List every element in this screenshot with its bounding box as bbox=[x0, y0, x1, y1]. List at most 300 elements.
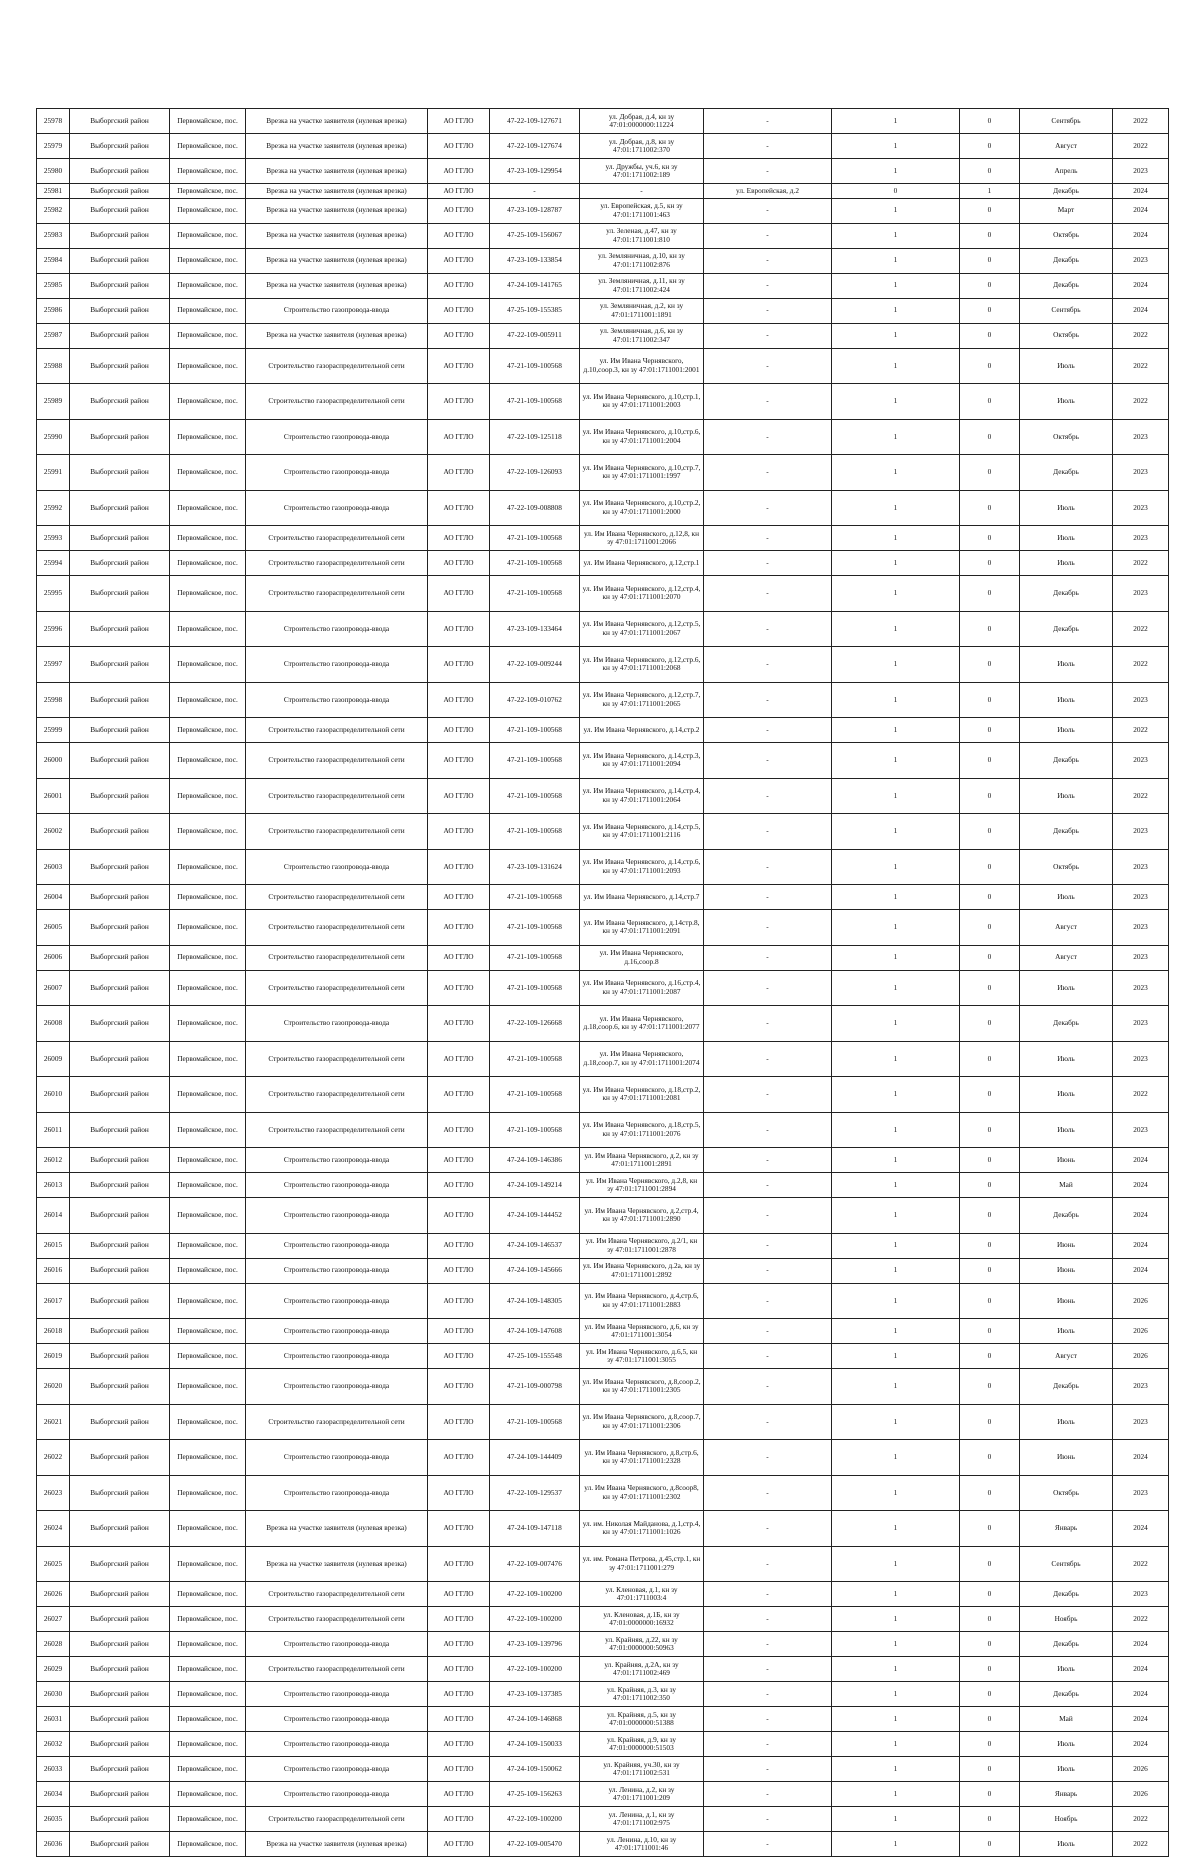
count-2-cell: 0 bbox=[960, 1233, 1020, 1258]
application-code-cell: 47-22-109-100200 bbox=[490, 1657, 580, 1682]
row-number: 26000 bbox=[37, 743, 70, 779]
table-row bbox=[37, 647, 1169, 683]
count-1-cell: 1 bbox=[832, 298, 960, 323]
application-code-cell: 47-21-109-100568 bbox=[490, 551, 580, 576]
address-cell: ул. Им Ивана Чернявского, д.18,соор.6, кн зу 47:01:1711001:2077 bbox=[580, 1006, 704, 1042]
organization-cell: АО ГГЛО bbox=[428, 419, 490, 455]
district-cell: Выборгский район bbox=[70, 1283, 170, 1319]
application-code-cell: 47-22-109-127674 bbox=[490, 134, 580, 159]
district-cell: Выборгский район bbox=[70, 1757, 170, 1782]
year-cell: 2024 bbox=[1113, 1258, 1169, 1283]
address-cell: ул. Им Ивана Чернявского, д.16,соор.8 bbox=[580, 945, 704, 970]
locality-cell: Первомайское, пос. bbox=[170, 298, 246, 323]
row-number: 26020 bbox=[37, 1369, 70, 1405]
address-cell: ул. Им Ивана Чернявского, д.18,стр.2, кн зу 47:01:1711001:2081 bbox=[580, 1077, 704, 1113]
count-2-cell: 0 bbox=[960, 1283, 1020, 1319]
organization-cell: АО ГГЛО bbox=[428, 1757, 490, 1782]
address-cell: ул. им. Романа Петрова, д.45,стр.1, кн зу 47:01:1711001:279 bbox=[580, 1546, 704, 1582]
locality-cell: Первомайское, пос. bbox=[170, 1344, 246, 1369]
address-cell: ул. Им Ивана Чернявского, д.14,стр.3, кн зу 47:01:1711001:2094 bbox=[580, 743, 704, 779]
month-cell: Июль bbox=[1020, 490, 1113, 526]
count-1-cell: 1 bbox=[832, 1582, 960, 1607]
table-row bbox=[37, 1657, 1169, 1682]
organization-cell: АО ГГЛО bbox=[428, 384, 490, 420]
count-2-cell: 0 bbox=[960, 1041, 1020, 1077]
year-cell: 2023 bbox=[1113, 814, 1169, 850]
row-number: 26029 bbox=[37, 1657, 70, 1682]
table-row bbox=[37, 348, 1169, 384]
count-2-cell: 0 bbox=[960, 384, 1020, 420]
count-1-cell: 1 bbox=[832, 1344, 960, 1369]
locality-cell: Первомайское, пос. bbox=[170, 1148, 246, 1173]
work-type-cell: Строительство газораспределительной сети bbox=[246, 970, 428, 1006]
month-cell: Июнь bbox=[1020, 1283, 1113, 1319]
alt-address-cell: - bbox=[704, 526, 832, 551]
application-code-cell: 47-21-109-000798 bbox=[490, 1369, 580, 1405]
year-cell: 2026 bbox=[1113, 1757, 1169, 1782]
row-number: 26009 bbox=[37, 1041, 70, 1077]
month-cell: Июль bbox=[1020, 526, 1113, 551]
work-type-cell: Врезка на участке заявителя (нулевая врезка) bbox=[246, 273, 428, 298]
organization-cell: АО ГГЛО bbox=[428, 1511, 490, 1547]
count-1-cell: 1 bbox=[832, 910, 960, 946]
alt-address-cell: - bbox=[704, 1732, 832, 1757]
district-cell: Выборгский район bbox=[70, 647, 170, 683]
organization-cell: АО ГГЛО bbox=[428, 455, 490, 491]
month-cell: Июль bbox=[1020, 1404, 1113, 1440]
work-type-cell: Врезка на участке заявителя (нулевая врезка) bbox=[246, 134, 428, 159]
work-type-cell: Строительство газопровода-ввода bbox=[246, 1782, 428, 1807]
work-type-cell: Врезка на участке заявителя (нулевая врезка) bbox=[246, 198, 428, 223]
year-cell: 2024 bbox=[1113, 1440, 1169, 1476]
application-code-cell: 47-25-109-155548 bbox=[490, 1344, 580, 1369]
address-cell: ул. Им Ивана Чернявского, д.12,стр.7, кн зу 47:01:1711001:2065 bbox=[580, 682, 704, 718]
year-cell: 2024 bbox=[1113, 298, 1169, 323]
year-cell: 2024 bbox=[1113, 223, 1169, 248]
work-type-cell: Строительство газопровода-ввода bbox=[246, 1258, 428, 1283]
count-2-cell: 0 bbox=[960, 682, 1020, 718]
work-type-cell: Строительство газораспределительной сети bbox=[246, 743, 428, 779]
work-type-cell: Врезка на участке заявителя (нулевая врезка) bbox=[246, 248, 428, 273]
locality-cell: Первомайское, пос. bbox=[170, 273, 246, 298]
count-1-cell: 0 bbox=[832, 184, 960, 199]
count-1-cell: 1 bbox=[832, 576, 960, 612]
row-number: 26014 bbox=[37, 1198, 70, 1234]
application-code-cell: 47-21-109-100568 bbox=[490, 348, 580, 384]
organization-cell: АО ГГЛО bbox=[428, 1077, 490, 1113]
table-body bbox=[37, 109, 1169, 1857]
count-2-cell: 0 bbox=[960, 526, 1020, 551]
year-cell: 2024 bbox=[1113, 1707, 1169, 1732]
work-type-cell: Строительство газопровода-ввода bbox=[246, 1198, 428, 1234]
row-number: 26006 bbox=[37, 945, 70, 970]
row-number: 26023 bbox=[37, 1475, 70, 1511]
application-code-cell: 47-24-109-149214 bbox=[490, 1173, 580, 1198]
count-2-cell: 0 bbox=[960, 885, 1020, 910]
count-1-cell: 1 bbox=[832, 526, 960, 551]
organization-cell: АО ГГЛО bbox=[428, 526, 490, 551]
month-cell: Декабрь bbox=[1020, 1006, 1113, 1042]
month-cell: Июнь bbox=[1020, 1440, 1113, 1476]
locality-cell: Первомайское, пос. bbox=[170, 945, 246, 970]
count-1-cell: 1 bbox=[832, 1607, 960, 1632]
district-cell: Выборгский район bbox=[70, 159, 170, 184]
organization-cell: АО ГГЛО bbox=[428, 1475, 490, 1511]
month-cell: Ноябрь bbox=[1020, 1807, 1113, 1832]
table-row bbox=[37, 526, 1169, 551]
count-1-cell: 1 bbox=[832, 490, 960, 526]
district-cell: Выборгский район bbox=[70, 1041, 170, 1077]
address-cell: ул. Им Ивана Чернявского, д.8,стр.6, кн зу 47:01:1711001:2328 bbox=[580, 1440, 704, 1476]
count-2-cell: 0 bbox=[960, 159, 1020, 184]
count-2-cell: 0 bbox=[960, 1198, 1020, 1234]
work-type-cell: Врезка на участке заявителя (нулевая врезка) bbox=[246, 223, 428, 248]
count-1-cell: 1 bbox=[832, 455, 960, 491]
count-2-cell: 0 bbox=[960, 1632, 1020, 1657]
address-cell: ул. Земляничная, д.2, кн зу 47:01:1711001:1891 bbox=[580, 298, 704, 323]
organization-cell: АО ГГЛО bbox=[428, 682, 490, 718]
application-code-cell: 47-24-109-141765 bbox=[490, 273, 580, 298]
address-cell: ул. Им Ивана Чернявского, д.12,стр.4, кн зу 47:01:1711001:2070 bbox=[580, 576, 704, 612]
work-type-cell: Строительство газопровода-ввода bbox=[246, 1344, 428, 1369]
locality-cell: Первомайское, пос. bbox=[170, 1832, 246, 1857]
work-type-cell: Строительство газопровода-ввода bbox=[246, 611, 428, 647]
district-cell: Выборгский район bbox=[70, 1607, 170, 1632]
row-number: 25991 bbox=[37, 455, 70, 491]
year-cell: 2023 bbox=[1113, 743, 1169, 779]
month-cell: Июнь bbox=[1020, 1258, 1113, 1283]
count-2-cell: 0 bbox=[960, 348, 1020, 384]
address-cell: ул. Земляничная, д.10, кн зу 47:01:1711002:876 bbox=[580, 248, 704, 273]
work-type-cell: Врезка на участке заявителя (нулевая врезка) bbox=[246, 109, 428, 134]
count-2-cell: 0 bbox=[960, 778, 1020, 814]
application-code-cell: 47-22-109-125118 bbox=[490, 419, 580, 455]
address-cell: ул. Земляничная, д.6, кн зу 47:01:1711002:347 bbox=[580, 323, 704, 348]
work-type-cell: Строительство газопровода-ввода bbox=[246, 1148, 428, 1173]
alt-address-cell: - bbox=[704, 1782, 832, 1807]
month-cell: Июль bbox=[1020, 1319, 1113, 1344]
table-row bbox=[37, 1077, 1169, 1113]
locality-cell: Первомайское, пос. bbox=[170, 490, 246, 526]
address-cell: ул. Добрая, д.4, кн зу 47:01:0000000:11224 bbox=[580, 109, 704, 134]
table-row bbox=[37, 743, 1169, 779]
row-number: 25994 bbox=[37, 551, 70, 576]
district-cell: Выборгский район bbox=[70, 1707, 170, 1732]
application-code-cell: 47-24-109-150062 bbox=[490, 1757, 580, 1782]
organization-cell: АО ГГЛО bbox=[428, 1173, 490, 1198]
table-row bbox=[37, 198, 1169, 223]
count-1-cell: 1 bbox=[832, 1546, 960, 1582]
address-cell: ул. Дружбы, уч.6, кн зу 47:01:1711002:189 bbox=[580, 159, 704, 184]
application-code-cell: 47-21-109-100568 bbox=[490, 910, 580, 946]
alt-address-cell: - bbox=[704, 910, 832, 946]
count-2-cell: 0 bbox=[960, 743, 1020, 779]
work-type-cell: Строительство газораспределительной сети bbox=[246, 910, 428, 946]
district-cell: Выборгский район bbox=[70, 718, 170, 743]
work-type-cell: Строительство газораспределительной сети bbox=[246, 1807, 428, 1832]
application-code-cell: 47-21-109-100568 bbox=[490, 1077, 580, 1113]
alt-address-cell: - bbox=[704, 743, 832, 779]
year-cell: 2023 bbox=[1113, 1369, 1169, 1405]
locality-cell: Первомайское, пос. bbox=[170, 1807, 246, 1832]
alt-address-cell: - bbox=[704, 551, 832, 576]
count-1-cell: 1 bbox=[832, 384, 960, 420]
alt-address-cell: - bbox=[704, 1757, 832, 1782]
table-row bbox=[37, 1198, 1169, 1234]
month-cell: Декабрь bbox=[1020, 576, 1113, 612]
count-2-cell: 0 bbox=[960, 1440, 1020, 1476]
organization-cell: АО ГГЛО bbox=[428, 1732, 490, 1757]
table-row bbox=[37, 1632, 1169, 1657]
alt-address-cell: - bbox=[704, 1112, 832, 1148]
application-code-cell: 47-21-109-100568 bbox=[490, 743, 580, 779]
work-type-cell: Строительство газопровода-ввода bbox=[246, 1440, 428, 1476]
address-cell: ул. Им Ивана Чернявского, д.12,стр.6, кн зу 47:01:1711001:2068 bbox=[580, 647, 704, 683]
work-type-cell: Строительство газораспределительной сети bbox=[246, 551, 428, 576]
organization-cell: АО ГГЛО bbox=[428, 298, 490, 323]
table-row bbox=[37, 1682, 1169, 1707]
table-row bbox=[37, 885, 1169, 910]
alt-address-cell: - bbox=[704, 1582, 832, 1607]
table-row bbox=[37, 1732, 1169, 1757]
row-number: 25980 bbox=[37, 159, 70, 184]
alt-address-cell: - bbox=[704, 1404, 832, 1440]
count-2-cell: 0 bbox=[960, 455, 1020, 491]
organization-cell: АО ГГЛО bbox=[428, 223, 490, 248]
address-cell: ул. Им Ивана Чернявского, д.14,стр.2 bbox=[580, 718, 704, 743]
district-cell: Выборгский район bbox=[70, 778, 170, 814]
application-code-cell: 47-22-109-100200 bbox=[490, 1607, 580, 1632]
address-cell: ул. Им Ивана Чернявского, д.12,стр.5, кн зу 47:01:1711001:2067 bbox=[580, 611, 704, 647]
month-cell: Январь bbox=[1020, 1782, 1113, 1807]
address-cell: ул. Земляничная, д.11, кн зу 47:01:1711002:424 bbox=[580, 273, 704, 298]
district-cell: Выборгский район bbox=[70, 134, 170, 159]
application-code-cell: - bbox=[490, 184, 580, 199]
locality-cell: Первомайское, пос. bbox=[170, 323, 246, 348]
district-cell: Выборгский район bbox=[70, 1832, 170, 1857]
work-type-cell: Строительство газопровода-ввода bbox=[246, 1173, 428, 1198]
count-2-cell: 0 bbox=[960, 1369, 1020, 1405]
row-number: 25983 bbox=[37, 223, 70, 248]
year-cell: 2026 bbox=[1113, 1319, 1169, 1344]
month-cell: Март bbox=[1020, 198, 1113, 223]
application-code-cell: 47-22-109-100200 bbox=[490, 1582, 580, 1607]
row-number: 26034 bbox=[37, 1782, 70, 1807]
organization-cell: АО ГГЛО bbox=[428, 184, 490, 199]
table-row bbox=[37, 1369, 1169, 1405]
locality-cell: Первомайское, пос. bbox=[170, 1782, 246, 1807]
application-code-cell: 47-22-109-127671 bbox=[490, 109, 580, 134]
row-number: 26030 bbox=[37, 1682, 70, 1707]
count-2-cell: 0 bbox=[960, 1112, 1020, 1148]
count-2-cell: 0 bbox=[960, 198, 1020, 223]
alt-address-cell: - bbox=[704, 248, 832, 273]
district-cell: Выборгский район bbox=[70, 1632, 170, 1657]
application-code-cell: 47-23-109-129954 bbox=[490, 159, 580, 184]
count-1-cell: 1 bbox=[832, 849, 960, 885]
month-cell: Сентябрь bbox=[1020, 298, 1113, 323]
table-row bbox=[37, 1173, 1169, 1198]
month-cell: Сентябрь bbox=[1020, 1546, 1113, 1582]
year-cell: 2023 bbox=[1113, 526, 1169, 551]
count-1-cell: 1 bbox=[832, 323, 960, 348]
month-cell: Октябрь bbox=[1020, 223, 1113, 248]
count-1-cell: 1 bbox=[832, 1112, 960, 1148]
alt-address-cell: - bbox=[704, 647, 832, 683]
alt-address-cell: - bbox=[704, 455, 832, 491]
count-1-cell: 1 bbox=[832, 1233, 960, 1258]
alt-address-cell: - bbox=[704, 1807, 832, 1832]
work-type-cell: Врезка на участке заявителя (нулевая врезка) bbox=[246, 184, 428, 199]
row-number: 26033 bbox=[37, 1757, 70, 1782]
locality-cell: Первомайское, пос. bbox=[170, 682, 246, 718]
year-cell: 2023 bbox=[1113, 1112, 1169, 1148]
locality-cell: Первомайское, пос. bbox=[170, 1006, 246, 1042]
count-1-cell: 1 bbox=[832, 1283, 960, 1319]
count-1-cell: 1 bbox=[832, 1006, 960, 1042]
address-cell: ул. Им Ивана Чернявского, д.14,стр.6, кн зу 47:01:1711001:2093 bbox=[580, 849, 704, 885]
alt-address-cell: - bbox=[704, 718, 832, 743]
district-cell: Выборгский район bbox=[70, 198, 170, 223]
organization-cell: АО ГГЛО bbox=[428, 1707, 490, 1732]
month-cell: Июль bbox=[1020, 1832, 1113, 1857]
alt-address-cell: - bbox=[704, 885, 832, 910]
month-cell: Декабрь bbox=[1020, 1582, 1113, 1607]
count-1-cell: 1 bbox=[832, 109, 960, 134]
count-1-cell: 1 bbox=[832, 647, 960, 683]
month-cell: Декабрь bbox=[1020, 1198, 1113, 1234]
year-cell: 2023 bbox=[1113, 159, 1169, 184]
count-1-cell: 1 bbox=[832, 718, 960, 743]
alt-address-cell: - bbox=[704, 1475, 832, 1511]
alt-address-cell: - bbox=[704, 611, 832, 647]
count-2-cell: 0 bbox=[960, 1832, 1020, 1857]
locality-cell: Первомайское, пос. bbox=[170, 526, 246, 551]
row-number: 25984 bbox=[37, 248, 70, 273]
month-cell: Декабрь bbox=[1020, 1682, 1113, 1707]
document-sheet bbox=[36, 108, 1168, 1857]
month-cell: Январь bbox=[1020, 1511, 1113, 1547]
table-row bbox=[37, 970, 1169, 1006]
count-2-cell: 0 bbox=[960, 490, 1020, 526]
table-row bbox=[37, 1233, 1169, 1258]
count-1-cell: 1 bbox=[832, 682, 960, 718]
year-cell: 2023 bbox=[1113, 419, 1169, 455]
work-type-cell: Строительство газопровода-ввода bbox=[246, 298, 428, 323]
organization-cell: АО ГГЛО bbox=[428, 1546, 490, 1582]
alt-address-cell: - bbox=[704, 1344, 832, 1369]
year-cell: 2022 bbox=[1113, 1832, 1169, 1857]
year-cell: 2023 bbox=[1113, 1582, 1169, 1607]
table-row bbox=[37, 1440, 1169, 1476]
year-cell: 2024 bbox=[1113, 1732, 1169, 1757]
district-cell: Выборгский район bbox=[70, 1807, 170, 1832]
application-code-cell: 47-22-109-126668 bbox=[490, 1006, 580, 1042]
table-row bbox=[37, 1546, 1169, 1582]
alt-address-cell: - bbox=[704, 1077, 832, 1113]
count-1-cell: 1 bbox=[832, 1404, 960, 1440]
work-type-cell: Строительство газораспределительной сети bbox=[246, 778, 428, 814]
organization-cell: АО ГГЛО bbox=[428, 814, 490, 850]
work-type-cell: Строительство газораспределительной сети bbox=[246, 348, 428, 384]
year-cell: 2024 bbox=[1113, 1148, 1169, 1173]
district-cell: Выборгский район bbox=[70, 490, 170, 526]
work-type-cell: Строительство газораспределительной сети bbox=[246, 718, 428, 743]
address-cell: ул. Им Ивана Чернявского, д.2/1, кн зу 47:01:1711001:2878 bbox=[580, 1233, 704, 1258]
table-row bbox=[37, 1607, 1169, 1632]
alt-address-cell: - bbox=[704, 1198, 832, 1234]
locality-cell: Первомайское, пос. bbox=[170, 1632, 246, 1657]
district-cell: Выборгский район bbox=[70, 576, 170, 612]
address-cell: ул. Им Ивана Чернявского, д.10,стр.6, кн зу 47:01:1711001:2004 bbox=[580, 419, 704, 455]
count-2-cell: 1 bbox=[960, 184, 1020, 199]
organization-cell: АО ГГЛО bbox=[428, 1807, 490, 1832]
organization-cell: АО ГГЛО bbox=[428, 778, 490, 814]
district-cell: Выборгский район bbox=[70, 348, 170, 384]
count-1-cell: 1 bbox=[832, 1319, 960, 1344]
row-number: 26017 bbox=[37, 1283, 70, 1319]
count-1-cell: 1 bbox=[832, 1832, 960, 1857]
count-2-cell: 0 bbox=[960, 1258, 1020, 1283]
work-type-cell: Строительство газораспределительной сети bbox=[246, 526, 428, 551]
row-number: 26019 bbox=[37, 1344, 70, 1369]
application-code-cell: 47-24-109-146386 bbox=[490, 1148, 580, 1173]
locality-cell: Первомайское, пос. bbox=[170, 1682, 246, 1707]
count-1-cell: 1 bbox=[832, 273, 960, 298]
application-code-cell: 47-21-109-100568 bbox=[490, 778, 580, 814]
table-row bbox=[37, 1283, 1169, 1319]
organization-cell: АО ГГЛО bbox=[428, 1607, 490, 1632]
table-row bbox=[37, 945, 1169, 970]
application-code-cell: 47-21-109-100568 bbox=[490, 814, 580, 850]
application-code-cell: 47-21-109-100568 bbox=[490, 970, 580, 1006]
count-2-cell: 0 bbox=[960, 1006, 1020, 1042]
row-number: 26003 bbox=[37, 849, 70, 885]
organization-cell: АО ГГЛО bbox=[428, 1112, 490, 1148]
month-cell: Июль bbox=[1020, 970, 1113, 1006]
address-cell: ул. Кленовая, д.1, кн зу 47:01:1711003:4 bbox=[580, 1582, 704, 1607]
month-cell: Сентябрь bbox=[1020, 109, 1113, 134]
row-number: 26008 bbox=[37, 1006, 70, 1042]
count-1-cell: 1 bbox=[832, 1475, 960, 1511]
alt-address-cell: - bbox=[704, 109, 832, 134]
address-cell: ул. Им Ивана Чернявского, д.2,8, кн зу 47:01:1711001:2894 bbox=[580, 1173, 704, 1198]
month-cell: Июль bbox=[1020, 1732, 1113, 1757]
month-cell: Август bbox=[1020, 910, 1113, 946]
row-number: 26005 bbox=[37, 910, 70, 946]
address-cell: ул. Крайняя, д.9, кн зу 47:01:0000000:51503 bbox=[580, 1732, 704, 1757]
locality-cell: Первомайское, пос. bbox=[170, 778, 246, 814]
alt-address-cell: - bbox=[704, 1440, 832, 1476]
year-cell: 2026 bbox=[1113, 1344, 1169, 1369]
organization-cell: АО ГГЛО bbox=[428, 718, 490, 743]
work-type-cell: Врезка на участке заявителя (нулевая врезка) bbox=[246, 323, 428, 348]
alt-address-cell: - bbox=[704, 1006, 832, 1042]
count-1-cell: 1 bbox=[832, 778, 960, 814]
year-cell: 2023 bbox=[1113, 849, 1169, 885]
row-number: 26013 bbox=[37, 1173, 70, 1198]
count-2-cell: 0 bbox=[960, 1344, 1020, 1369]
locality-cell: Первомайское, пос. bbox=[170, 885, 246, 910]
address-cell: ул. Им Ивана Чернявского, д.10,соор.3, кн зу 47:01:1711001:2001 bbox=[580, 348, 704, 384]
row-number: 26022 bbox=[37, 1440, 70, 1476]
count-2-cell: 0 bbox=[960, 1475, 1020, 1511]
count-1-cell: 1 bbox=[832, 248, 960, 273]
year-cell: 2023 bbox=[1113, 945, 1169, 970]
organization-cell: АО ГГЛО bbox=[428, 849, 490, 885]
month-cell: Декабрь bbox=[1020, 455, 1113, 491]
month-cell: Июль bbox=[1020, 682, 1113, 718]
